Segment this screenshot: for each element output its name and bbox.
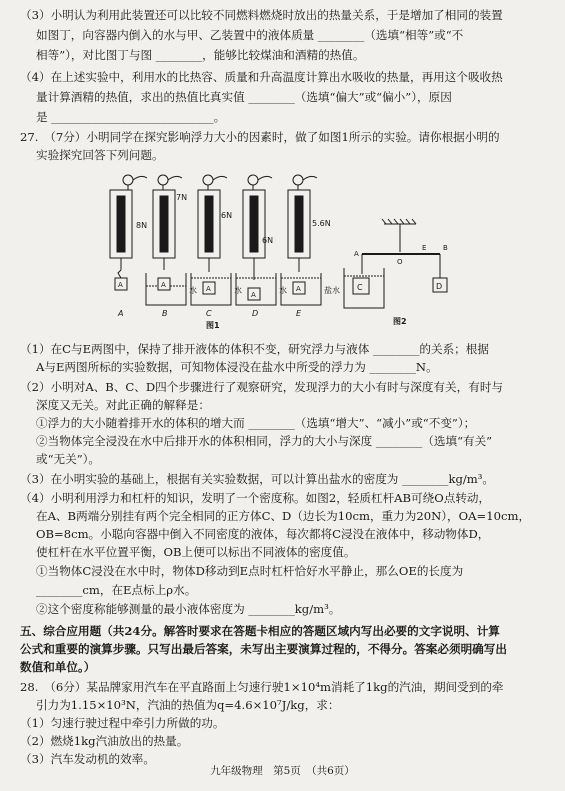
q27-s4-line6: ________cm，在E点标上ρ水。 xyxy=(36,583,197,597)
step-label-e: E xyxy=(296,309,302,318)
q27-figures xyxy=(0,168,565,340)
block-label-b: A xyxy=(161,281,166,289)
lever-point-b: B xyxy=(443,244,448,252)
q27-s4-line3: OB=8cm。小聪向容器中倒入不同密度的液体，每次都将C浸没在液体中，移动物体D， xyxy=(36,527,490,541)
lever-point-o: O xyxy=(397,258,403,266)
step-label-d: D xyxy=(252,309,259,318)
reading-c: 6N xyxy=(221,211,233,220)
q28-part1: （1）匀速行驶过程中牵引力所做的功。 xyxy=(20,716,225,730)
q28-line2: 引力为1.15×10³N，汽油的热值为q=4.6×10⁷J/kg，求： xyxy=(36,698,340,712)
q26-part3-line2: 如图丁，向容器内倒入的水与甲、乙装置中的液体质量 ________（选填“相等”或“不 xyxy=(36,28,464,42)
q28-line1: 28. （6分）某品牌家用汽车在平直路面上匀速行驶1×10⁴m消耗了1kg的汽油，期间受到的牵 xyxy=(20,680,504,694)
block-label-d: A xyxy=(251,291,256,299)
q26-part3-line1: （3）小明认为利用此装置还可以比较不同燃料燃烧时放出的热量关系，于是增加了相同的装置 xyxy=(20,8,503,22)
liquid-label-b: 水 xyxy=(189,286,197,295)
spring-scale-e xyxy=(281,175,340,318)
block-label-c: A xyxy=(206,285,211,293)
q27-s2-line3: ①浮力的大小随着排开水的体积的增大而 ________（选填“增大”、“减小”或“不变”）； xyxy=(36,416,476,430)
reading-e: 5.6N xyxy=(312,219,331,228)
figure1-caption: 图1 xyxy=(206,321,220,330)
section5-line3: 数值和单位。） xyxy=(20,660,96,674)
q28-part3: （3）汽车发动机的效率。 xyxy=(20,752,155,766)
lever-figure xyxy=(344,219,448,326)
q27-s1-line2: A与E两图所标的实验数据，可知物体浸没在盐水中所受的浮力为 ________N。 xyxy=(36,360,438,374)
q26-part3-line3: 相等”），对比图丁与图 ________，能够比较煤油和酒精的热值。 xyxy=(36,48,365,62)
spring-scale-a xyxy=(110,175,147,318)
q27-s2-line2: 深度又无关。对此正确的解释是： xyxy=(36,398,210,412)
q26-part4-line2: 量计算酒精的热值，求出的热值比真实值 ________（选填“偏大”或“偏小”），原因 xyxy=(36,90,452,104)
lever-block-d: D xyxy=(436,282,443,291)
q27-s2-line1: （2）小明对A、B、C、D四个步骤进行了观察研究，发现浮力的大小有时与深度有关，有时与 xyxy=(20,380,504,394)
liquid-label-d: 水 xyxy=(279,286,287,295)
page-footer: 九年级物理 第5页 （共6页） xyxy=(210,765,355,777)
spring-scale-c xyxy=(191,175,242,318)
liquid-label-c: 水 xyxy=(234,286,242,295)
q27-s3-line1: （3）在小明实验的基础上，根据有关实验数据，可以计算出盐水的密度为 ________kg/m³。 xyxy=(20,472,495,486)
lever-block-c: C xyxy=(357,283,363,292)
q27-s4-line4: 使杠杆在水平位置平衡，OB上便可以标出不同液体的密度值。 xyxy=(36,545,356,559)
q27-intro-line1: 27. （7分）小明同学在探究影响浮力大小的因素时，做了如图1所示的实验。请你根据小明的 xyxy=(20,130,500,144)
q27-s4-line2: 在A、B两端分别挂有两个完全相同的正方体C、D（边长为10cm，重力为20N），OA=10cm， xyxy=(36,509,531,523)
q27-s4-line7: ②这个密度称能够测量的最小液体密度为 ________kg/m³。 xyxy=(36,602,341,616)
step-label-c: C xyxy=(206,309,212,318)
reading-d: 6N xyxy=(262,236,274,245)
q27-s4-line5: ①当物体C浸没在水中时，物体D移动到E点时杠杆恰好水平静止，那么OE的长度为 xyxy=(36,564,464,578)
lever-point-e: E xyxy=(422,244,427,252)
reading-a: 8N xyxy=(136,221,148,230)
q27-s1-line1: （1）在C与E两图中，保持了排开液体的体积不变，研究浮力与液体 ________的关系；根据 xyxy=(20,342,489,356)
section5-line2: 公式和重要的演算步骤。只写出最后答案，未写出主要演算过程的，不得分。答案必须明确写出 xyxy=(20,642,507,656)
q27-s4-line1: （4）小明利用浮力和杠杆的知识，发明了一个密度称。如图2，轻质杠杆AB可绕O点转动， xyxy=(20,491,491,505)
spring-scale-b xyxy=(146,175,197,318)
block-label-a: A xyxy=(118,281,123,289)
step-label-a: A xyxy=(118,309,124,318)
block-label-e: A xyxy=(296,285,301,293)
q26-part4-line3: 是 ____________________________。 xyxy=(36,110,226,124)
step-label-b: B xyxy=(162,309,168,318)
spring-scale-d xyxy=(236,175,287,318)
section5-line1: 五、综合应用题（共24分。解答时要求在答题卡相应的答题区域内写出必要的文字说明、计算 xyxy=(20,624,500,638)
q27-s2-line5: 或“无关”）。 xyxy=(36,452,101,466)
q28-part2: （2）燃烧1kg汽油放出的热量。 xyxy=(20,734,189,748)
liquid-label-e: 盐水 xyxy=(324,286,340,295)
q26-part4-line1: （4）在上述实验中，利用水的比热容、质量和升高温度计算出水吸收的热量，再用这个吸收热 xyxy=(20,70,503,84)
q27-intro-line2: 实验探究回答下列问题。 xyxy=(36,148,164,162)
lever-point-a: A xyxy=(354,250,359,258)
q27-s2-line4: ②当物体完全浸没在水中后排开水的体积相同，浮力的大小与深度 ________（选填“有关” xyxy=(36,434,493,448)
reading-b: 7N xyxy=(176,193,188,202)
figure2-caption: 图2 xyxy=(393,317,407,326)
